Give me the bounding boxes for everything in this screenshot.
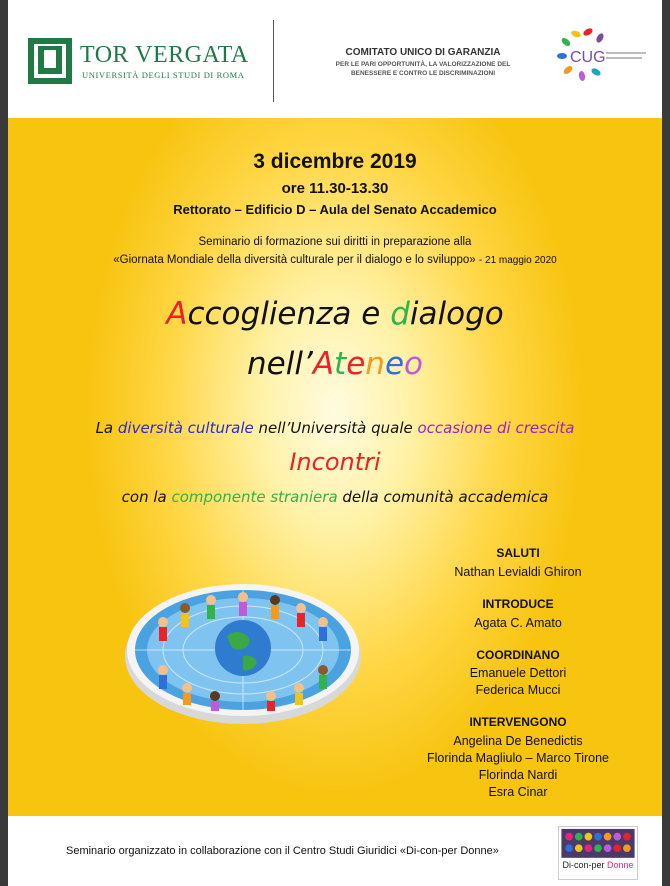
intervengono-name: Florinda Magliulo – Marco Tirone [426, 751, 610, 765]
tor-vergata-logo [28, 38, 72, 84]
intervengono-label: INTERVENGONO [469, 715, 567, 729]
subtitle-line-3 [8, 488, 662, 506]
subtitle-text: della comunità accademica [337, 488, 549, 506]
title-letter: A [312, 346, 335, 382]
committee-subtitle-line2: BENESSERE E CONTRO LE DISCRIMINAZIONI [350, 70, 496, 77]
logo-label-part: Donne [606, 860, 634, 870]
coordinano-name: Federica Mucci [475, 683, 561, 697]
di-con-per-donne-label [560, 860, 636, 870]
university-name: TOR VERGATA [80, 42, 249, 68]
coordinano-name: Emanuele Dettori [469, 666, 567, 680]
logo-label-part: Di-con-per [562, 860, 607, 870]
committee-subtitle-line1: PER LE PARI OPPORTUNITÀ, LA VALORIZZAZIONE DEL [335, 61, 511, 68]
title-letter: e [346, 346, 366, 382]
incontri-heading: Incontri [289, 448, 381, 476]
title-letter-a: A [166, 296, 188, 332]
saluti-label: SALUTI [496, 546, 540, 560]
intro-line-2-date: - 21 maggio 2020 [478, 255, 557, 266]
event-time: ore 11.30-13.30 [281, 180, 389, 197]
subtitle-highlight-blue: diversità culturale [117, 419, 254, 437]
title-letter-d: d [390, 296, 410, 332]
cug-logo [548, 26, 653, 88]
event-date: 3 dicembre 2019 [253, 150, 417, 173]
intervengono-name: Angelina De Benedictis [453, 734, 583, 748]
subtitle-highlight-purple: occasione di crescita [417, 419, 575, 437]
subtitle-text: con la [121, 488, 172, 506]
intro-line-2-text: «Giornata Mondiale della diversità culturale per il dialogo e lo sviluppo» [113, 254, 476, 266]
globe-children-illustration [123, 570, 363, 728]
intervengono-name: Florinda Nardi [478, 768, 558, 782]
footer-text: Seminario organizzato in collaborazione con il Centro Studi Giuridici «Di-con-per Donne» [66, 845, 499, 857]
introduce-label: INTRODUCE [482, 597, 554, 611]
title-letter: o [404, 346, 423, 382]
saluti-name: Nathan Levialdi Ghiron [454, 565, 582, 579]
introduce-name: Agata C. Amato [474, 616, 562, 630]
title-letter: e [384, 346, 405, 382]
title-line-2 [8, 346, 662, 382]
intro-line-1: Seminario di formazione sui diritti in preparazione alla [198, 236, 472, 248]
committee-title: COMITATO UNICO DI GARANZIA [345, 47, 501, 58]
title-text-2: ialogo [409, 296, 504, 332]
intervengono-name: Esra Cinar [488, 785, 548, 799]
subtitle-text: nell’Università quale [253, 419, 418, 437]
di-con-per-donne-logo [558, 826, 638, 880]
header [8, 0, 662, 118]
university-subtitle: UNIVERSITÀ DEGLI STUDI DI ROMA [82, 70, 245, 80]
svg-text:CUG: CUG [570, 49, 606, 66]
title-letter: t [334, 346, 347, 382]
event-poster [8, 118, 662, 816]
coordinano-label: COORDINANO [476, 648, 560, 662]
footer [8, 816, 662, 886]
subtitle-line-1 [8, 419, 662, 437]
title-line-1 [8, 296, 662, 332]
subtitle-highlight-green: componente straniera [171, 488, 338, 506]
subtitle-text: La [95, 419, 118, 437]
header-divider [273, 20, 274, 102]
event-venue: Rettorato – Edificio D – Aula del Senato Accademico [173, 202, 497, 217]
page [8, 0, 662, 886]
title-text-1: ccoglienza e [187, 296, 391, 332]
title-letter: n [365, 346, 385, 382]
intro-line-2 [8, 254, 662, 266]
title-prefix: nell’ [247, 346, 313, 382]
